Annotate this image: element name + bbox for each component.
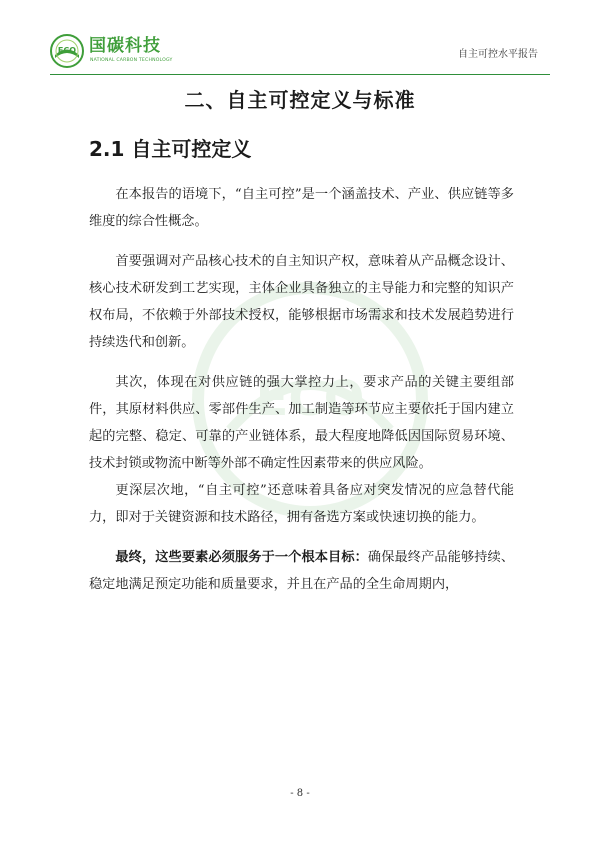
bold-lead: 最终，这些要素必须服务于一个根本目标： — [115, 550, 368, 565]
paragraph: 在本报告的语境下，“自主可控”是一个涵盖技术、产业、供应链等多维度的综合性概念。 — [89, 187, 514, 229]
body-text — [89, 181, 514, 611]
watermark-text: ECO — [255, 371, 365, 427]
paragraph: 首要强调对产品核心技术的自主知识产权，意味着从产品概念设计、核心技术研发到工艺实现，主体企业具备独立的主导能力和完整的知识产权布局，不依赖于外部技术授权，能够根据市场需求和技术发展趋势进行持续迭代和创新。 — [89, 254, 514, 350]
page-header — [0, 0, 600, 76]
eco-logo-icon — [50, 34, 84, 68]
header-divider — [50, 74, 550, 75]
final-paragraph-text: 确保最终产品能够持续、稳定地满足预定功能和质量要求，并且在产品的全生命周期内， — [89, 550, 515, 592]
paragraph: 更深层次地，“自主可控”还意味着具备应对突发情况的应急替代能力，即对于关键资源和技术路径，拥有备选方案或快速切换的能力。 — [89, 483, 514, 525]
logo-badge-text: ECO — [57, 46, 77, 55]
page-number: - 8 - — [290, 788, 310, 799]
paragraph: 其次，体现在对供应链的强大掌控力上，要求产品的关键主要组部件，其原材料供应、零部件生产、加工制造等环节应主要依托于国内建立起的完整、稳定、可靠的产业链体系，最大程度地降低因国际贸易环境、技术封锁或物流中断等外部不确定性因素带来的供应风险。 — [89, 375, 514, 471]
final-paragraph — [89, 544, 514, 598]
report-title: 自主可控水平报告 — [458, 49, 538, 60]
chapter-title: 二、自主可控定义与标准 — [184, 88, 416, 112]
section-title: 2.1 自主可控定义 — [89, 137, 252, 161]
company-english-name: NATIONAL CARBON TECHNOLOGY — [90, 58, 173, 63]
company-name: 国碳科技 — [89, 36, 161, 56]
